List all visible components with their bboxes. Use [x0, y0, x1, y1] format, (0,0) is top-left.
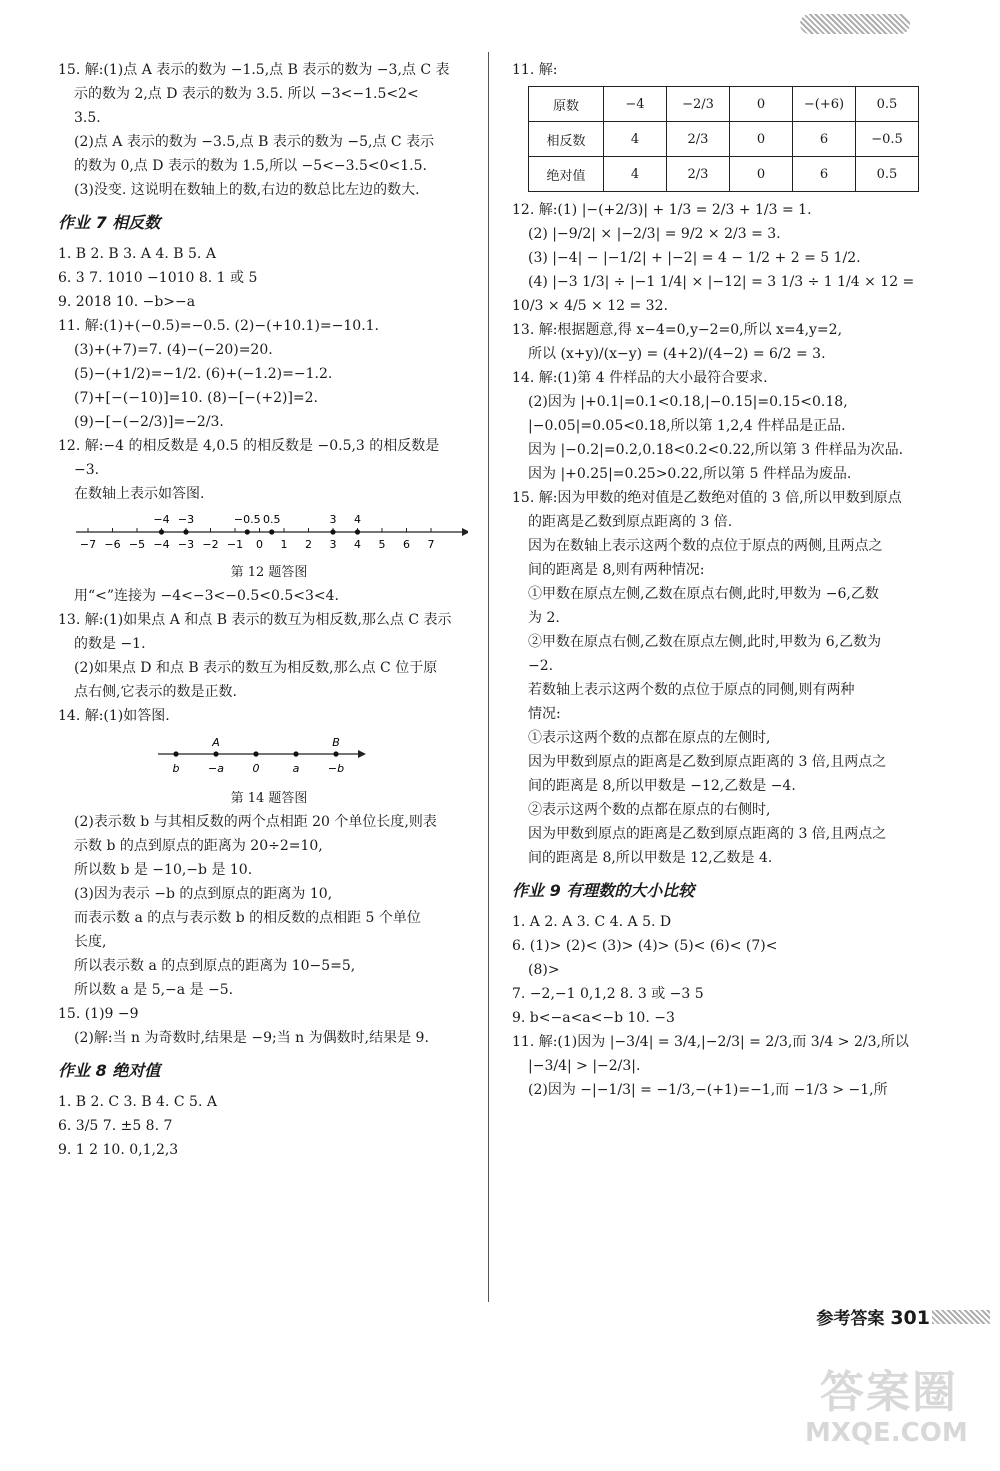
answer-line: (3)因为表示 −b 的点到原点的距离为 10,: [74, 886, 333, 902]
point-dot: [355, 529, 360, 534]
answer-line: 若数轴上表示这两个数的点位于原点的同侧,则有两种: [528, 682, 855, 698]
point-label: −b: [327, 762, 345, 775]
column-divider: [488, 52, 489, 1302]
table-row: [529, 87, 919, 122]
watermark-line1: 答案圈: [820, 1367, 958, 1418]
table-cell: −(+6): [793, 87, 856, 122]
tick-label: −5: [128, 538, 146, 551]
tick-label: −7: [79, 538, 97, 551]
answer-line: (3) |−4| − |−1/2| + |−2| = 4 − 1/2 + 2 = 5 1/2.: [528, 250, 861, 266]
watermark-line2: MXQE.COM: [805, 1418, 968, 1448]
point-label: 3: [329, 513, 337, 526]
answer-line: 1. A 2. A 3. C 4. A 5. D: [512, 914, 672, 930]
footer-decoration: [932, 1310, 990, 1324]
footer-label: 参考答案: [816, 1309, 885, 1329]
answer-table: [528, 86, 919, 192]
answer-line: ②表示这两个数的点都在原点的右侧时,: [528, 802, 771, 818]
answer-line: 间的距离是 8,所以甲数是 12,乙数是 4.: [528, 850, 773, 866]
answer-line: 间的距离是 8,所以甲数是 −12,乙数是 −4.: [528, 778, 796, 794]
table-cell: 6: [793, 157, 856, 192]
answer-line: 的数是 −1.: [74, 636, 146, 652]
point-dot: [293, 751, 298, 756]
point-label: 0: [252, 762, 260, 775]
answer-line: 所以数 a 是 5,−a 是 −5.: [74, 982, 234, 998]
point-dot: [183, 529, 188, 534]
answer-line: (3)没变. 这说明在数轴上的数,右边的数总比左边的数大.: [74, 182, 420, 198]
answer-line: (4) |−3 1/3| ÷ |−1 1/4| × |−12| = 3 1/3 ÷ 1 1/4 × 12 =: [528, 274, 915, 290]
answer-line: (2) |−9/2| × |−2/3| = 9/2 × 2/3 = 3.: [528, 226, 781, 242]
point-dot: [253, 751, 258, 756]
answer-line: 1. B 2. B 3. A 4. B 5. A: [58, 246, 216, 262]
tick-label: 5: [378, 538, 386, 551]
table-cell: 6: [793, 122, 856, 157]
table-cell: 4: [604, 157, 667, 192]
table-cell: 原数: [529, 87, 604, 122]
table-cell: 2/3: [667, 122, 730, 157]
point-dot: [173, 751, 178, 756]
tick-label: −2: [202, 538, 219, 551]
answer-line: 9. 1 2 10. 0,1,2,3: [58, 1142, 179, 1158]
answer-line: 在数轴上表示如答图.: [74, 486, 205, 502]
answer-line: (9)−[−(−2/3)]=−2/3.: [74, 414, 224, 430]
answer-line: 示的数为 2,点 D 表示的数为 3.5. 所以 −3<−1.5<2<: [74, 86, 419, 102]
answer-line: 14. 解:(1)第 4 件样品的大小最符合要求.: [512, 370, 768, 386]
answer-line: 因为甲数到原点的距离是乙数到原点距离的 3 倍,且两点之: [528, 826, 887, 842]
answer-line: (2)解:当 n 为奇数时,结果是 −9;当 n 为偶数时,结果是 9.: [74, 1030, 429, 1046]
figure-14-number-line: [58, 728, 480, 810]
answer-line: |−0.05|=0.05<0.18,所以第 1,2,4 件样品是正品.: [528, 418, 846, 434]
figure-caption: 第 12 题答图: [230, 565, 308, 580]
point-dot: [269, 529, 274, 534]
answer-line: 15. 解:(1)点 A 表示的数为 −1.5,点 B 表示的数为 −3,点 C 表: [58, 62, 450, 78]
answer-line: 12. 解:−4 的相反数是 4,0.5 的相反数是 −0.5,3 的相反数是: [58, 438, 440, 454]
answer-line: |−3/4| > |−2/3|.: [528, 1058, 641, 1074]
answer-line: 情况:: [528, 706, 561, 722]
answer-line: 因为在数轴上表示这两个数的点位于原点的两侧,且两点之: [528, 538, 883, 554]
point-dot: [159, 529, 164, 534]
answer-line: 15. (1)9 −9: [58, 1006, 139, 1022]
point-dot: [213, 751, 218, 756]
answer-line: 3.5.: [74, 110, 101, 126]
answer-line: 14. 解:(1)如答图.: [58, 708, 170, 724]
answer-line: (2)如果点 D 和点 B 表示的数互为相反数,那么点 C 位于原: [74, 660, 438, 676]
point-name: A: [212, 736, 220, 749]
answer-line: −3.: [74, 462, 100, 478]
answer-line: ①表示这两个数的点都在原点的左侧时,: [528, 730, 771, 746]
answer-line: 示数 b 的点到原点的距离为 20÷2=10,: [74, 838, 323, 854]
point-label: a: [292, 762, 300, 775]
answer-line: (7)+[−(−10)]=10. (8)−[−(+2)]=2.: [74, 390, 318, 406]
table-cell: −0.5: [856, 122, 919, 157]
answer-line: (2)表示数 b 与其相反数的两个点相距 20 个单位长度,则表: [74, 814, 437, 830]
answer-line: 11. 解:(1)+(−0.5)=−0.5. (2)−(+10.1)=−10.1.: [58, 318, 380, 334]
table-cell: −4: [604, 87, 667, 122]
table-cell: 0: [730, 87, 793, 122]
answer-line: 因为 |−0.2|=0.2,0.18<0.2<0.22,所以第 3 件样品为次品.: [528, 442, 904, 458]
answer-line: 6. (1)> (2)< (3)> (4)> (5)< (6)< (7)<: [512, 938, 778, 954]
answer-line: 1. B 2. C 3. B 4. C 5. A: [58, 1094, 217, 1110]
tick-label: −1: [226, 538, 244, 551]
answer-line: (2)因为 −|−1/3| = −1/3,−(+1)=−1,而 −1/3 > −1,所: [528, 1082, 888, 1098]
answer-line: 的数为 0,点 D 表示的数为 1.5,所以 −5<−3.5<0<1.5.: [74, 158, 427, 174]
top-corner-decoration: [800, 14, 910, 34]
tick-label: 7: [427, 538, 435, 551]
tick-label: 3: [329, 538, 337, 551]
tick-label: 2: [305, 538, 312, 551]
answer-line: 11. 解:: [512, 62, 558, 78]
section-heading-7: 作业 7 相反数: [58, 213, 161, 232]
point-label: −0.5: [233, 513, 261, 526]
answer-line: (8)>: [528, 962, 560, 978]
watermark-logo: [820, 1356, 958, 1420]
table-cell: 4: [604, 122, 667, 157]
answer-line: ①甲数在原点左侧,乙数在原点右侧,此时,甲数为 −6,乙数: [528, 586, 879, 602]
answer-line: 所以表示数 a 的点到原点的距离为 10−5=5,: [74, 958, 356, 974]
table-cell: 绝对值: [529, 157, 604, 192]
tick-label: −6: [104, 538, 121, 551]
answer-line: 因为 |+0.25|=0.25>0.22,所以第 5 件样品为废品.: [528, 466, 852, 482]
answer-line: 13. 解:根据题意,得 x−4=0,y−2=0,所以 x=4,y=2,: [512, 322, 843, 338]
answer-line: 6. 3 7. 1010 −1010 8. 1 或 5: [58, 270, 258, 286]
answer-line: 9. b<−a<a<−b 10. −3: [512, 1010, 675, 1026]
point-dot: [330, 529, 335, 534]
table-cell: 0: [730, 157, 793, 192]
answer-line: 15. 解:因为甲数的绝对值是乙数绝对值的 3 倍,所以甲数到原点: [512, 490, 902, 506]
tick-label: −4: [153, 538, 170, 551]
tick-label: 4: [354, 538, 361, 551]
answer-line: 所以数 b 是 −10,−b 是 10.: [74, 862, 253, 878]
left-column: [58, 58, 480, 1162]
point-label: 0.5: [263, 513, 281, 526]
watermark-url: [805, 1418, 968, 1448]
answer-line: 所以 (x+y)/(x−y) = (4+2)/(4−2) = 6/2 = 3.: [528, 346, 826, 362]
table-cell: 0: [730, 122, 793, 157]
point-label: b: [172, 762, 180, 775]
page-footer: [816, 1304, 930, 1329]
number-line-14: [58, 728, 468, 784]
answer-line: 为 2.: [528, 610, 560, 626]
table-row: [529, 122, 919, 157]
figure-caption: 第 14 题答图: [230, 791, 308, 806]
section-heading-9: 作业 9 有理数的大小比较: [512, 881, 695, 900]
answer-line: 用“<”连接为 −4<−3<−0.5<0.5<3<4.: [74, 588, 339, 604]
section-heading-8: 作业 8 绝对值: [58, 1061, 161, 1080]
figure-12-number-line: [58, 506, 480, 584]
answer-line: 点右侧,它表示的数是正数.: [74, 684, 237, 700]
table-cell: 相反数: [529, 122, 604, 157]
answer-line: 9. 2018 10. −b>−a: [58, 294, 196, 310]
table-cell: 0.5: [856, 157, 919, 192]
point-label: −a: [208, 762, 224, 775]
table-row: [529, 157, 919, 192]
answer-line: (3)+(+7)=7. (4)−(−20)=20.: [74, 342, 273, 358]
tick-label: 6: [403, 538, 410, 551]
table-cell: −2/3: [667, 87, 730, 122]
table-cell: 2/3: [667, 157, 730, 192]
answer-line: 6. 3/5 7. ±5 8. 7: [58, 1118, 173, 1134]
point-label: −4: [153, 513, 170, 526]
answer-line: 长度,: [74, 934, 107, 950]
point-label: 4: [354, 513, 361, 526]
answer-line: ②甲数在原点右侧,乙数在原点左侧,此时,甲数为 6,乙数为: [528, 634, 882, 650]
answer-line: 间的距离是 8,则有两种情况:: [528, 562, 705, 578]
answer-line: 13. 解:(1)如果点 A 和点 B 表示的数互为相反数,那么点 C 表示: [58, 612, 452, 628]
answer-line: (2)因为 |+0.1|=0.1<0.18,|−0.15|=0.15<0.18,: [528, 394, 848, 410]
number-line-12: [58, 506, 468, 558]
tick-label: −3: [177, 538, 195, 551]
answer-line: 12. 解:(1) |−(+2/3)| + 1/3 = 2/3 + 1/3 = 1.: [512, 202, 812, 218]
table-cell: 0.5: [856, 87, 919, 122]
answer-line: 7. −2,−1 0,1,2 8. 3 或 −3 5: [512, 986, 704, 1002]
right-column: [512, 58, 932, 1102]
answer-line: (5)−(+1/2)=−1/2. (6)+(−1.2)=−1.2.: [74, 366, 333, 382]
point-dot: [333, 751, 338, 756]
point-label: −3: [177, 513, 195, 526]
answer-line: 10/3 × 4/5 × 12 = 32.: [512, 298, 668, 314]
answer-line: (2)点 A 表示的数为 −3.5,点 B 表示的数为 −5,点 C 表示: [74, 134, 435, 150]
point-dot: [245, 529, 250, 534]
page-number: 301: [890, 1307, 930, 1329]
point-name: B: [332, 736, 340, 749]
answer-line: −2.: [528, 658, 554, 674]
tick-label: 1: [280, 538, 288, 551]
answer-line: 而表示数 a 的点与表示数 b 的相反数的点相距 5 个单位: [74, 910, 421, 926]
tick-label: 0: [256, 538, 263, 551]
answer-line: 因为甲数到原点的距离是乙数到原点距离的 3 倍,且两点之: [528, 754, 887, 770]
answer-line: 的距离是乙数到原点距离的 3 倍.: [528, 514, 733, 530]
answer-line: 11. 解:(1)因为 |−3/4| = 3/4,|−2/3| = 2/3,而 3/4 > 2/3,所以: [512, 1034, 909, 1050]
